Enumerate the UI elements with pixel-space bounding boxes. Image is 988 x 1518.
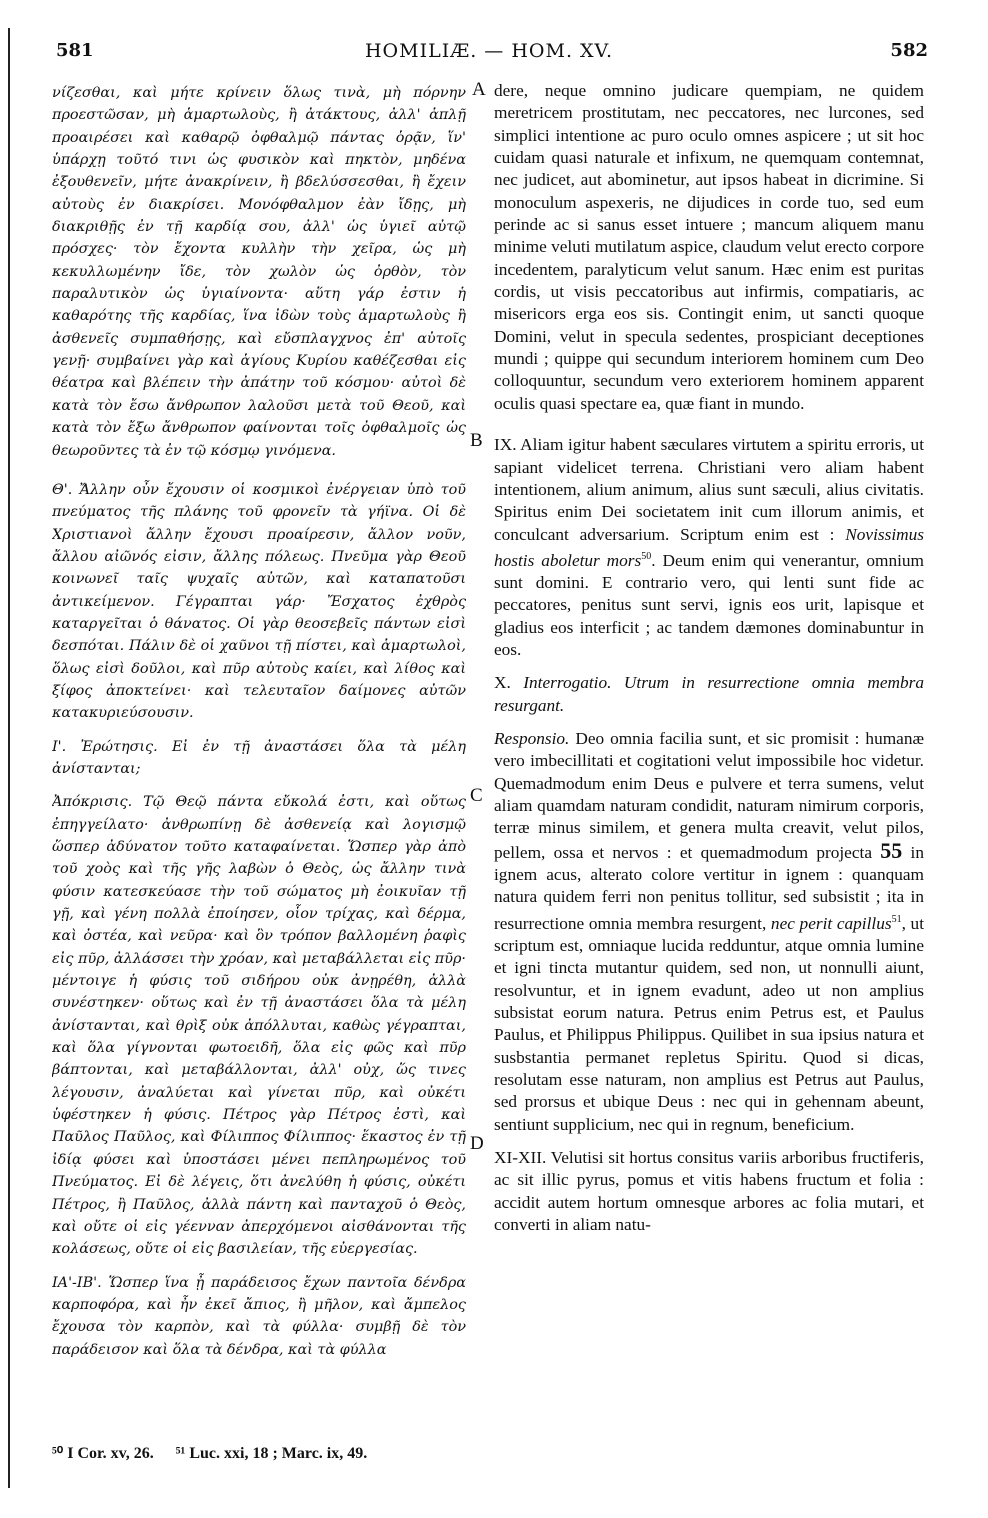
greek-question-10: Ι'. Ἐρώτησις. Εἰ ἐν τῇ ἀναστάσει ὅλα τὰ μέλη ἀνίστανται;: [52, 738, 466, 777]
left-column-number: 581: [56, 40, 94, 61]
latin-answer-text-b: in ignem acus, alterato colore vertitur in ignem : quanquam natura quidem ferri non penitus tollitur, sed subsistit ; ita in resurrectione omnia membra resurgent,: [494, 842, 924, 933]
margin-letter-a: A: [472, 79, 486, 100]
greek-column: [52, 82, 466, 1361]
latin-q10-text: Interrogatio. Utrum in resurrectione omnia membra resurgant.: [494, 673, 924, 715]
latin-p9-text-b: . Deum enim qui venerantur, omnium sunt domini. E contrario vero, qui lenti sunt fide ac peccatores, penitus sunt servi, ignis eos urit, lapisque et gladius eos interficit ; ac tandem dæmones dominabuntur in eos.: [494, 550, 924, 660]
latin-answer: [494, 728, 924, 1136]
footnote-50: ⁵⁰ I Cor. xv, 26.: [52, 1445, 154, 1462]
footnote-51: ⁵¹ Luc. xxi, 18 ; Marc. ix, 49.: [175, 1445, 368, 1462]
latin-responsio-label: Responsio.: [494, 729, 570, 749]
latin-answer-text-c: , ut scriptum est, omniaque lucida redduntur, atque omnia lumine et igni tincta mutantur quidem, sed non, ut nonnulli aiunt, resolvuntur, et in ignem evadunt, adeo ut non amplius subsistat eorum natura. Petrus enim Petrus est, et Paulus Paulus, et Philippus Philippus. Quilibet in sua ipsius natura et susbstantia permanet repletus Spiritu. Quod si dicas, resolutam esse naturam, non amplius est Petrus aut Paulus, sed prorsus et ubique Deus : nec qui in gehennam abeunt, sentiunt supplicium, nec qui in regnum, beneficium.: [494, 913, 924, 1134]
footnotes: [52, 1443, 930, 1463]
latin-p9-text-a: IX. Aliam igitur habent sæculares virtutem a spiritu erroris, ut sapiant videlicet terrena. Christiani vero aliam habent intentionem, alium animum, alius sunt sæculi, alius civitatis. Spiritus enim Dei societatem init cum illorum animis, et conculcant adversarium. Scriptum enim est :: [494, 435, 924, 544]
latin-column: [494, 80, 924, 1236]
greek-paragraph-1: νίζεσθαι, καὶ μήτε κρίνειν ὅλως τινὰ, μὴ πόρνην προεστῶσαν, μὴ ἁμαρτωλοὺς, ἢ ἀτάκτους, ἀλλ' ἁπλῇ προαιρέσει καὶ καθαρῷ ὀφθαλμῷ πάντας ὁρᾷν, ἵν' ὑπάρχῃ τοῦτό τινι ὡς φυσικὸν καὶ πηκτὸν, μηδένα ἐξουθενεῖν, μήτε ἀνακρίνειν, ἢ βδελύσσεσθαι, ἢ ἔχειν αὐτοὺς ἐν διακρίσει. Μονόφθαλμον ἐὰν ἴδῃς, μὴ διακριθῇς ἐν τῇ καρδίᾳ σου, ἀλλ' ὡς ὑγιεῖ αὐτῷ πρόσχες· τὸν ἔχοντα κυλλὴν τὴν χεῖρα, ὡς μὴ κεκυλλωμένην ἴδε, τὸν χωλὸν ὡς ὀρθὸν, τὸν παραλυτικὸν ὡς ὑγιαίνοντα· αὕτη γάρ ἐστιν ἡ καθαρότης τῆς καρδίας, ἵνα ἰδὼν τοὺς ἁμαρτωλοὺς ἢ ἀσθενεῖς συμπαθήσῃς, καὶ εὔσπλαγχνος ἐπ' αὐτοῖς γενῇ· συμβαίνει γὰρ καὶ ἁγίους Κυρίου καθέζεσθαι εἰς θέατρα καὶ βλέπειν τὴν ἀπάτην τοῦ κόσμου· αὐτοὶ δὲ κατὰ τὸν ἔσω ἄνθρωπον λαλοῦσι μετὰ τοῦ Θεοῦ, καὶ κατὰ τὸν ἔξω ἄνθρωπον φαίνονται τοῖς ὀφθαλμοῖς ὡς θεωροῦντες τὰ ἐν τῷ κόσμῳ γινόμενα.: [52, 85, 466, 459]
footnote-ref-50: 50: [641, 550, 652, 562]
greek-paragraph-11-12: ΙΑ'-ΙΒ'. Ὥσπερ ἵνα ᾖ παράδεισος ἔχων παντοῖα δένδρα καρποφόρα, καὶ ἦν ἐκεῖ ἄπιος, ἢ μῆλον, καὶ ἄμπελος ἔχουσα τὸν καρπὸν, καὶ τὰ φύλλα· συμβῇ δὲ τὸν παράδεισον καὶ ὅλα τὰ δένδρα, καὶ τὰ φύλλα: [52, 1274, 466, 1358]
footnote-ref-51: 51: [891, 913, 902, 925]
latin-p9-quote: Novissimus hostis aboletur mors: [494, 524, 924, 570]
right-column-number: 582: [890, 40, 928, 61]
latin-paragraph-11-12: XI-XII. Velutisi sit hortus consitus variis arboribus fructiferis, ac sit illic pyrus, pomus et vitis habens fructum et folia : accidit autem hortum omnesque arbores ac folia mutari, et converti in aliam natu-: [494, 1148, 924, 1235]
latin-answer-text-a: Deo omnia facilia sunt, et sic promisit : humanæ vero imbecillitati et cogitationi velut impossibile hoc videtur. Quemadmodum enim Deus e pulvere et terra sumens, velut aliam quamdam naturam condidit, naturam nimirum corporis, terræ minus similem, et genera multa creavit, velut pilos, pellem, ossa et nervos : et quemadmodum projecta: [494, 729, 924, 862]
margin-letter-c: C: [470, 785, 483, 806]
greek-paragraph-9: Θ'. Ἄλλην οὖν ἔχουσιν οἱ κοσμικοὶ ἐνέργειαν ὑπὸ τοῦ πνεύματος τῆς πλάνης τοῦ φρονεῖν τὰ γήϊνα. Οἱ δὲ Χριστιανοὶ ἄλλην ἔχουσι προαίρεσιν, ἄλλον νοῦν, ἄλλου αἰῶνός εἰσιν, ἄλλης πόλεως. Πνεῦμα γὰρ Θεοῦ κοινωνεῖ ταῖς ψυχαῖς αὐτῶν, καὶ καταπατοῦσι ἀντικείμενον. Γέγραπται γάρ· Ἔσχατος ἐχθρὸς καταργεῖται ὁ θάνατος. Οἱ γὰρ θεοσεβεῖς πάντων εἰσὶ δεσπόται. Πάλιν δὲ οἱ χαῦνοι τῇ πίστει, καὶ ἁμαρτωλοὶ, ὅλως εἰσὶ δοῦλοι, καὶ πῦρ αὐτοὺς καίει, καὶ λίθος καὶ ξίφος ἀποκτείνει· καὶ τελευταῖον δαίμονες αὐτῶν κατακυριεύσουσιν.: [52, 481, 466, 722]
latin-question-10: [494, 672, 924, 717]
latin-paragraph-1: dere, neque omnino judicare quempiam, ne quidem meretricem prostitutam, nec peccatores, nec lurcones, sed simplici intentione ac puro oculo omnes aspicere ; ut sit hoc cuidam quasi naturale et infixum, ne quemquam contemnat, nec judicet, aut abominetur, aut ipsos habeat in dicrimine. Si monoculum aspexeris, ne dijudices in corde tuo, sed eum perinde ac si sanus esset intuere ; mancum aliquem manu minime veluti mutilatum aspice, claudum velut erecto corpore incedentem, paralyticum velut sanum. Hæc enim est puritas cordis, ut visis peccatoribus aut infirmis, compatiaris, ac misericors erga eos sis. Contingit enim, ut sancti quoque Domini, velut in specula sedentes, prospiciant deceptiones mundi ; quippe qui secundum interiorem hominem cum Deo colloquuntur, secundum vero exteriorem hominem apparent oculis quasi spectare ea, quæ fiant in mundo.: [494, 81, 924, 413]
latin-answer-quote: nec perit capillus: [770, 913, 892, 933]
running-title: HOMILIÆ. — HOM. XV.: [364, 40, 613, 62]
running-header: [50, 40, 928, 70]
latin-paragraph-9: [494, 434, 924, 661]
page-binding-rule: [8, 28, 10, 1488]
column-marker-55: 55: [880, 837, 903, 863]
latin-q10-number: X.: [494, 673, 524, 693]
margin-letter-b: B: [470, 430, 483, 451]
margin-letter-d: D: [470, 1133, 484, 1154]
greek-answer: Ἀπόκρισις. Τῷ Θεῷ πάντα εὔκολά ἐστι, καὶ οὕτως ἐπηγγείλατο· ἀνθρωπίνῃ δὲ ἀσθενείᾳ καὶ λογισμῷ ὥσπερ ἀδύνατον τοῦτο καταφαίνεται. Ὥσπερ γὰρ ἀπὸ τοῦ χοὸς καὶ τῆς γῆς λαβὼν ὁ Θεὸς, ὡς ἄλλην τινὰ φύσιν κατεσκεύασε τὴν τοῦ σώματος μὴ ἐοικυῖαν τῇ γῇ, καὶ γένη πολλὰ ἐποίησεν, οἷον τρίχας, καὶ δέρμα, καὶ ὀστέα, καὶ νεῦρα· καὶ ὃν τρόπον βαλλομένη ῥαφὶς εἰς πῦρ, ἀλλάσσει τὴν χρόαν, καὶ μεταβάλλεται εἰς πῦρ· μέντοιγε ἡ φύσις τοῦ σιδήρου οὐκ ἀνῃρέθη, ἀλλὰ συνέστηκεν· οὕτως καὶ ἐν τῇ ἀναστάσει ὅλα τὰ μέλη ἀνίστανται, καὶ θρὶξ οὐκ ἀπόλλυται, καθὼς γέγραπται, καὶ ὅλα γίγνονται φωτοειδῆ, ὅλα εἰς φῶς καὶ πῦρ βάπτονται, καὶ μεταβάλλονται, ἀλλ' οὐχ, ὥς τινες λέγουσιν, ἀναλύεται καὶ γίνεται πῦρ, καὶ οὐκέτι ὑφέστηκεν ἡ φύσις. Πέτρος γὰρ Πέτρος ἐστὶ, καὶ Παῦλος Παῦλος, καὶ Φίλιππος Φίλιππος· ἕκαστος ἐν τῇ ἰδίᾳ φύσει καὶ ὑποστάσει μένει πεπληρωμένος τοῦ Πνεύματος. Εἰ δὲ λέγεις, ὅτι ἀνελύθη ἡ φύσις, οὐκέτι Πέτρος, ἢ Παῦλος, ἀλλὰ πάντη καὶ πανταχοῦ ὁ Θεὸς, καὶ οὔτε οἱ εἰς γέενναν ἀπερχόμενοι αἰσθάνονται τῆς κολάσεως, οὔτε οἱ εἰς βασιλείαν, τῆς εὐεργεσίας.: [52, 794, 466, 1258]
